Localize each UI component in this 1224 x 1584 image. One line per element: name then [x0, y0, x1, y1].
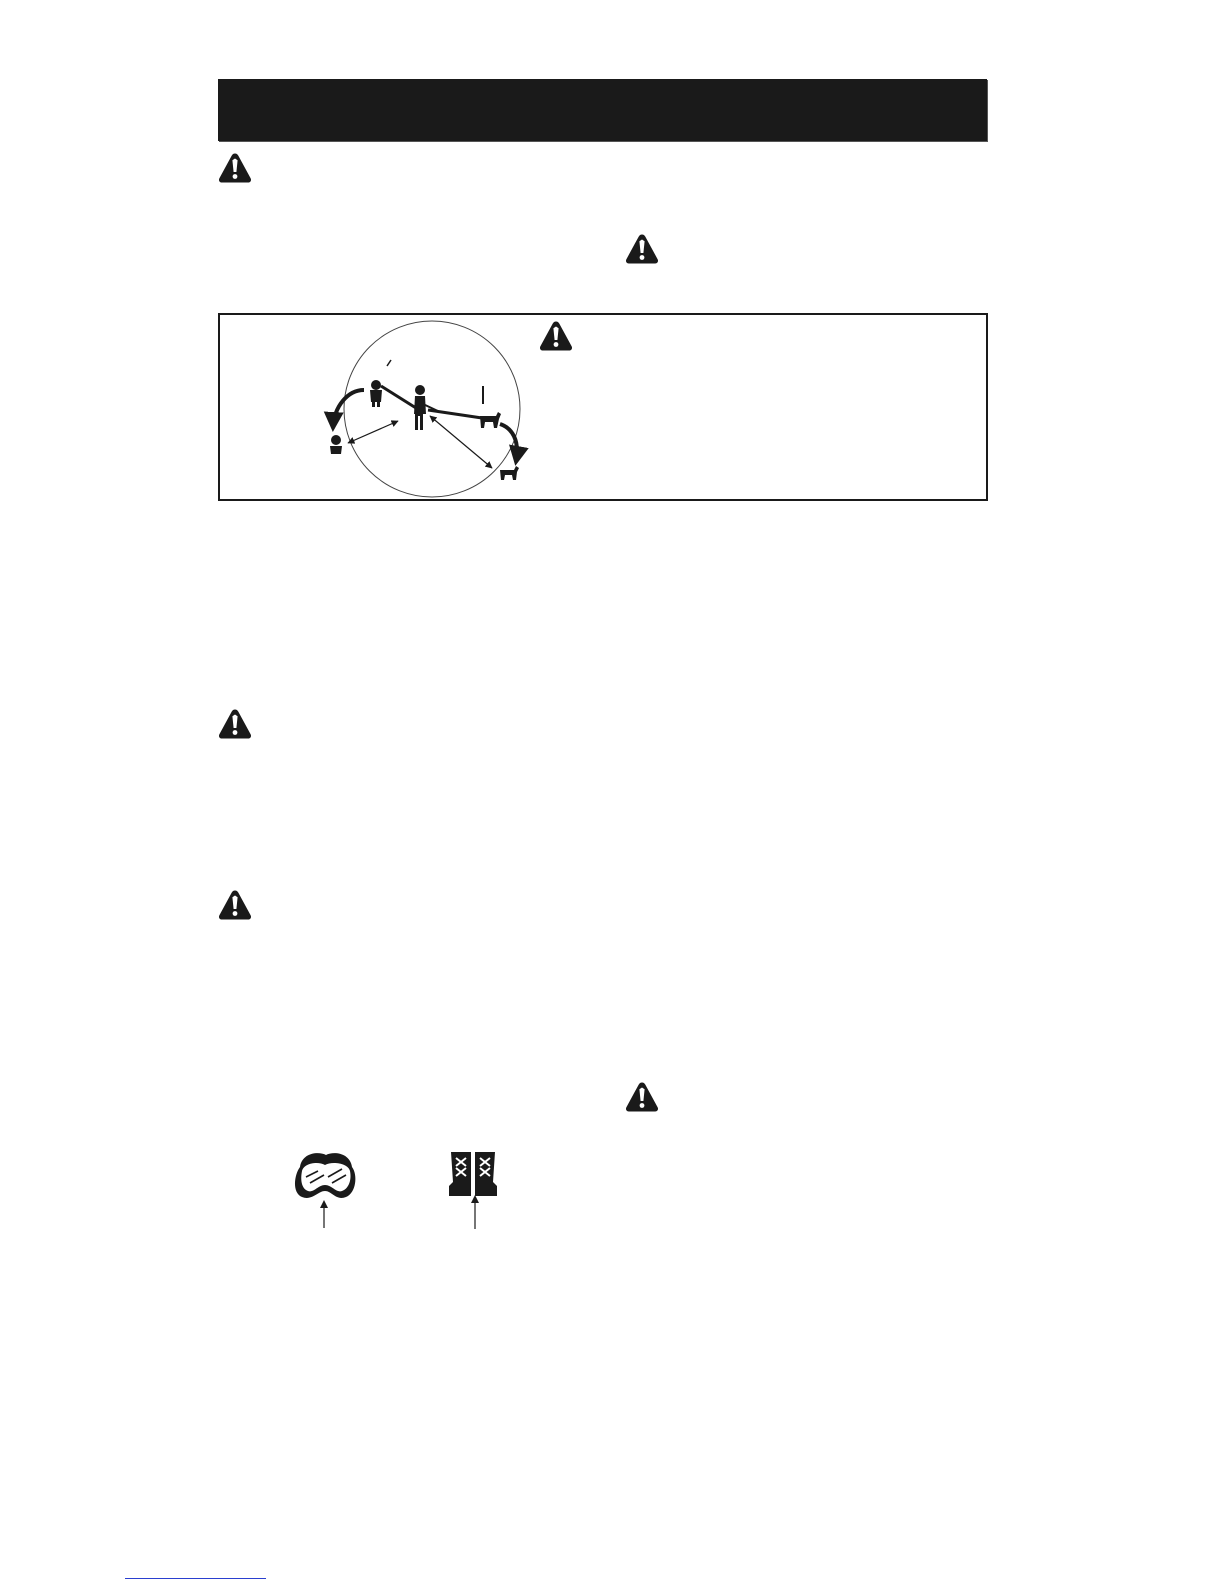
warning-icon: [218, 152, 252, 184]
child-figure: [330, 435, 342, 454]
hazard-zone-box: [218, 313, 988, 501]
dog-figure: [428, 386, 501, 428]
section-header-bar: [218, 79, 987, 141]
warning-icon: [625, 1081, 659, 1113]
dog-moved-figure: [500, 466, 519, 480]
warning-icon: [218, 889, 252, 921]
goggles-pointer-arrow: [314, 1200, 334, 1228]
footer-link[interactable]: [125, 1578, 266, 1579]
safety-boots-icon: [447, 1150, 499, 1196]
warning-icon: [218, 708, 252, 740]
operator-figure: [414, 385, 440, 430]
bystander-figure: [370, 360, 416, 408]
warning-icon: [625, 233, 659, 265]
hazard-zone-diagram: [320, 318, 640, 498]
boots-pointer-arrow: [465, 1195, 485, 1229]
